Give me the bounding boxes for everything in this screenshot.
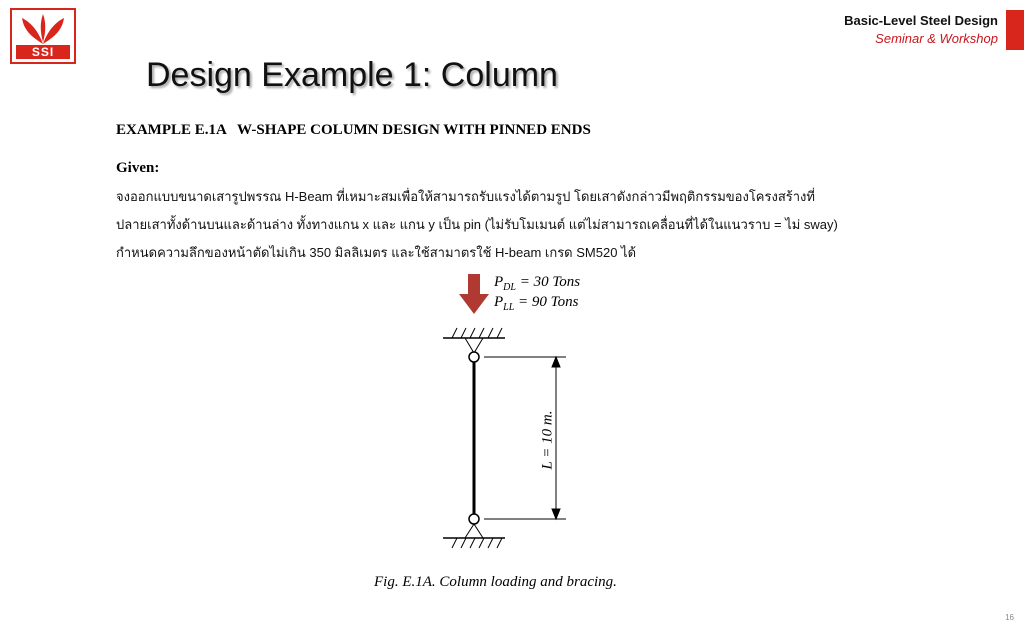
- example-heading: EXAMPLE E.1A W-SHAPE COLUMN DESIGN WITH PINNED ENDS: [116, 122, 591, 138]
- given-line-3: กำหนดความลึกของหน้าตัดไม่เกิน 350 มิลลิเมตร และใช้สามาตรใช้ H-beam เกรด SM520 ได้: [116, 245, 637, 260]
- bottom-pin-support-icon: [443, 514, 505, 548]
- header-title: Basic-Level Steel Design: [844, 13, 998, 28]
- top-pin-support-icon: [443, 328, 505, 362]
- given-label: Given:: [116, 160, 160, 176]
- given-line-2: ปลายเสาทั้งด้านบนและด้านล่าง ทั้งทางแกน x และ แกน y เป็น pin (ไม่รับโมเมนต์ แต่ไม่สามารถเคลื่อนที่ได้ในแนวราบ = ไม่ sway): [116, 217, 838, 232]
- logo-text: SSI: [16, 45, 70, 59]
- load-dead: $P_{DL} = 30$ Tons: [494, 274, 581, 293]
- load-arrow-icon: [459, 274, 489, 314]
- header: [844, 12, 998, 48]
- ssi-logo: [10, 8, 76, 64]
- length-label: L = 10 m.: [539, 410, 556, 470]
- slide-title: Design Example 1: Column: [146, 56, 558, 94]
- figure-caption: Fig. E.1A. Column loading and bracing.: [374, 574, 617, 590]
- load-live: $P_{LL} = 90$ Tons: [494, 294, 579, 313]
- header-accent-bar: [1006, 10, 1024, 50]
- page-number: 16: [1005, 613, 1014, 622]
- given-line-1: จงออกแบบขนาดเสารูปพรรณ H-Beam ที่เหมาะสมเพื่อให้สามารถรับแรงได้ตามรูป โดยเสาดังกล่าวมีพฤติกรรมของโครงสร้างที่: [116, 189, 815, 204]
- header-subtitle: Seminar & Workshop: [875, 31, 998, 46]
